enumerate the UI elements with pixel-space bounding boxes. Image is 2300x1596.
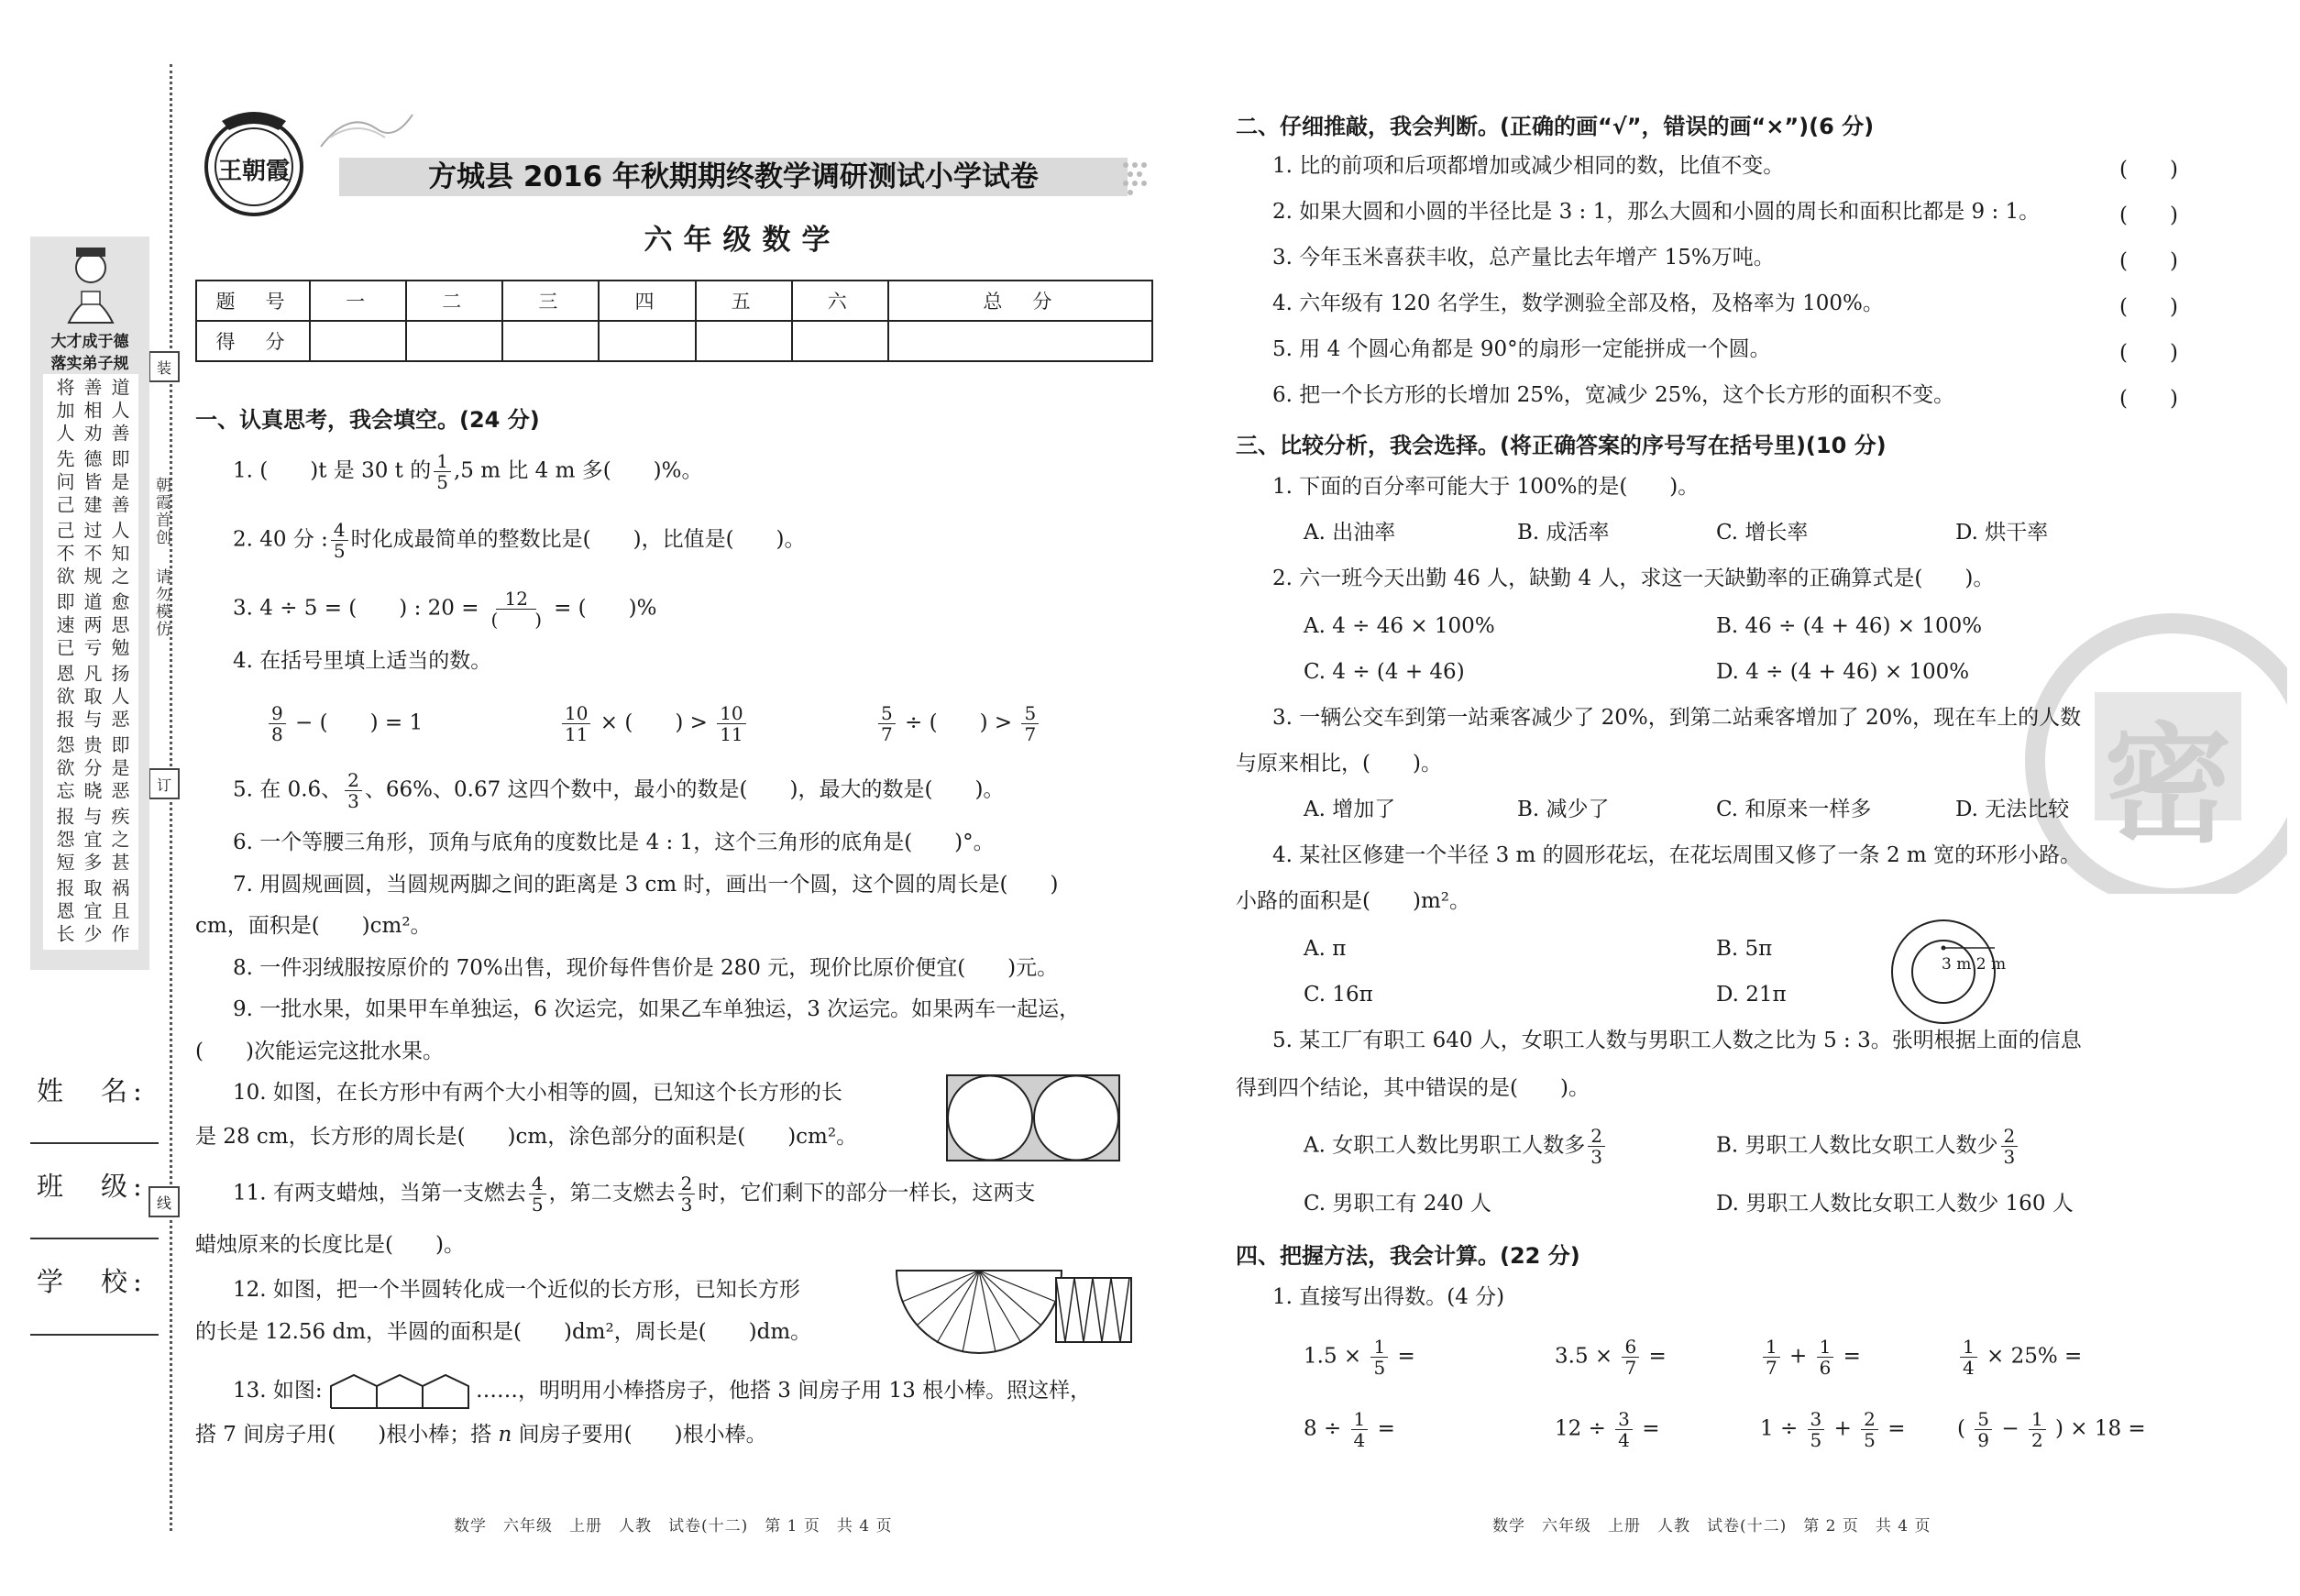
q2-text-b: 时化成最简单的整数比是( )，比值是( )。 — [350, 527, 806, 552]
seal-char-1: 装 — [149, 351, 180, 382]
answer-paren[interactable]: ( ) — [2119, 158, 2178, 182]
calc-item: ( $\frac{5}{9}$ − $\frac{1}{2}$ ) × 18 = — [1957, 1408, 2146, 1451]
choice-q2: 2. 六一班今天出勤 46 人，缺勤 4 人，求这一天缺勤率的正确算式是( )。 — [1272, 567, 1995, 590]
calc-item: 1.5 × $\frac{1}{5}$ = — [1304, 1336, 1415, 1379]
motto-col: 与宜多 — [81, 807, 103, 875]
semicircle-to-rectangle-figure — [895, 1269, 1133, 1360]
motto-col: 祸且作 — [108, 878, 130, 947]
section-2-heading: 二、仔细推敲，我会判断。(正确的画“√”，错误的画“×”)(6 分) — [1236, 114, 1875, 139]
fraction: $\frac{9}{8}$ — [269, 703, 286, 744]
motto-text-box — [43, 374, 138, 950]
fraction: $\frac{10}{11}$ — [717, 703, 745, 744]
page-2-footer: 数学 六年级 上册 人教 试卷(十二) 第 2 页 共 4 页 — [1492, 1517, 1931, 1535]
choice-q5-option-b — [1716, 1126, 2020, 1167]
q5b-text: B. 男职工人数比女职工人数少 — [1716, 1133, 1998, 1158]
choice-q4a: 4. 某社区修建一个半径 3 m 的圆形花坛，在花坛周围又修了一条 2 m 宽的环形小路。 — [1272, 843, 2082, 867]
answer-paren[interactable]: ( ) — [2119, 295, 2178, 319]
score-input-cell[interactable] — [502, 321, 599, 361]
q3-text-b: = ( )% — [554, 596, 657, 621]
q5a-text: A. 女职工人数比男职工人数多 — [1304, 1133, 1586, 1158]
judge-item-1: 1. 比的前项和后项都增加或减少相同的数，比值不变。 — [1272, 154, 1785, 178]
question-9a: 9. 一批水果，如果甲车单独运，6 次运完，如果乙车单独运，3 次运完。如果两车一起运， — [233, 997, 1081, 1021]
exam-title: 方城县 2016 年秋期期终教学调研测试小学试卷 — [428, 160, 1039, 193]
calc-q1-title: 1. 直接写出得数。(4 分) — [1272, 1285, 1505, 1309]
answer-paren[interactable]: ( ) — [2119, 204, 2178, 227]
choice-q4-option-b: B. 5π — [1716, 937, 1773, 961]
calc-item: $\frac{1}{4}$ × 25% = — [1957, 1337, 2082, 1378]
question-9b: ( )次能运完这批水果。 — [195, 1040, 444, 1063]
judge-item-2: 2. 如果大圆和小圆的半径比是 3 : 1，那么大圆和小圆的周长和面积比都是 9 : 1。 — [1272, 200, 2041, 224]
question-6: 6. 一个等腰三角形，顶角与底角的度数比是 4 : 1，这个三角形的底角是( )°。 — [233, 831, 995, 854]
choice-q2-option-d: D. 4 ÷ (4 + 46) × 100% — [1716, 660, 1970, 684]
motto-col: 报怨短 — [53, 807, 75, 875]
section-4-heading: 四、把握方法，我会计算。(22 分) — [1236, 1243, 1580, 1269]
q1-text-b: ,5 m 比 4 m 多( )%。 — [453, 458, 703, 483]
choice-q4-option-c: C. 16π — [1304, 983, 1373, 1007]
question-11b: 蜡烛原来的长度比是( )。 — [195, 1233, 465, 1257]
motto-col: 扬人恶 — [108, 664, 130, 732]
copyright-note-b: 请勿模仿 — [152, 568, 171, 638]
motto-col: 即速已 — [53, 592, 75, 661]
table-cell: 一 — [310, 281, 406, 321]
judge-item-5: 5. 用 4 个圆心角都是 90°的扇形一定能拼成一个圆。 — [1272, 337, 1771, 361]
table-cell: 总 分 — [888, 281, 1152, 321]
table-cell: 二 — [406, 281, 502, 321]
motto-col: 德皆建 — [81, 449, 103, 518]
q13-text-c: 搭 7 间房子用( )根小棒；搭 — [195, 1423, 492, 1447]
q3-text-a: 3. 4 ÷ 5 = ( ) : 20 = — [233, 596, 479, 621]
table-cell: 题 号 — [196, 281, 310, 321]
exam-subtitle: 六年级数学 — [644, 224, 842, 257]
choice-q4-option-a: A. π — [1304, 937, 1347, 961]
seal-char-2: 订 — [149, 768, 180, 799]
choice-q1-option-b: B. 成活率 — [1517, 521, 1610, 545]
choice-q5-option-d: D. 男职工人数比女职工人数少 160 人 — [1716, 1192, 2074, 1216]
calc-item: 8 ÷ $\frac{1}{4}$ = — [1304, 1408, 1395, 1451]
q11-text-c: 时，它们剩下的部分一样长，这两支 — [698, 1181, 1036, 1205]
motto-col: 即是善 — [108, 449, 130, 518]
motto-col: 道人善 — [108, 378, 130, 446]
section-1-heading: 一、认真思考，我会填空。(24 分) — [195, 407, 540, 433]
choice-q4-option-d: D. 21π — [1716, 983, 1787, 1007]
choice-q3-option-b: B. 减少了 — [1517, 798, 1610, 821]
question-7b: cm，面积是( )cm²。 — [195, 914, 432, 938]
school-field[interactable] — [30, 1334, 159, 1336]
calc-item: 12 ÷ $\frac{3}{4}$ = — [1555, 1408, 1660, 1451]
motto-panel — [30, 237, 149, 970]
score-input-cell[interactable] — [310, 321, 406, 361]
judge-item-4: 4. 六年级有 120 名学生，数学测验全部及格，及格率为 100%。 — [1272, 292, 1884, 315]
q13-text-d: 间房子要用( )根小棒。 — [518, 1423, 767, 1447]
choice-q1-option-d: D. 烘干率 — [1955, 521, 2049, 545]
question-10b: 是 28 cm，长方形的周长是( )cm，涂色部分的面积是( )cm²。 — [195, 1125, 858, 1149]
fraction: $\frac{10}{11}$ — [562, 703, 590, 744]
logo-text: 王朝霞 — [217, 158, 290, 185]
q11-text-b: ，第二支燃去 — [548, 1181, 676, 1205]
question-4b — [559, 703, 749, 744]
stick-houses-icon — [329, 1373, 476, 1410]
name-label: 姓 名: — [37, 1075, 148, 1106]
q5-text-b: 、66%、0.67 这四个数中，最小的数是( )，最大的数是( )。 — [364, 777, 1005, 802]
choice-q2-option-b: B. 46 ÷ (4 + 46) × 100% — [1716, 614, 1983, 638]
motto-col: 凡取与 — [81, 664, 103, 732]
fraction: $\frac{2}{3}$ — [345, 770, 362, 811]
score-input-cell[interactable] — [888, 321, 1152, 361]
question-10a: 10. 如图，在长方形中有两个大小相等的圆，已知这个长方形的长 — [233, 1081, 842, 1105]
motto-col: 即是恶 — [108, 735, 130, 804]
motto-col: 过不规 — [81, 521, 103, 589]
answer-paren[interactable]: ( ) — [2119, 249, 2178, 273]
q11-text-a: 11. 有两支蜡烛，当第一支燃去 — [233, 1181, 526, 1205]
class-field[interactable] — [30, 1238, 159, 1239]
choice-q5b: 得到四个结论，其中错误的是( )。 — [1236, 1076, 1590, 1100]
question-5 — [233, 770, 1004, 811]
fraction: $\frac{5}{7}$ — [1021, 703, 1039, 744]
page-1-footer: 数学 六年级 上册 人教 试卷(十二) 第 1 页 共 4 页 — [454, 1517, 893, 1535]
answer-paren[interactable]: ( ) — [2119, 341, 2178, 365]
class-label: 班 级: — [37, 1171, 148, 1202]
choice-q3b: 与原来相比，( )。 — [1236, 752, 1442, 776]
score-input-cell[interactable] — [599, 321, 695, 361]
judge-item-3: 3. 今年玉米喜获丰收，总产量比去年增产 15%万吨。 — [1272, 246, 1775, 270]
fraction: $\frac{2}{3}$ — [1588, 1126, 1605, 1167]
seal-char-3: 线 — [149, 1186, 180, 1217]
choice-q3-option-a: A. 增加了 — [1304, 798, 1396, 821]
table-row — [196, 321, 1152, 361]
score-table — [195, 280, 1153, 362]
fraction: $\frac{2}{3}$ — [2001, 1126, 2019, 1167]
q1-text-a: 1. ( )t 是 30 t 的 — [233, 458, 432, 483]
motto-col: 恩欲报 — [53, 664, 75, 732]
choice-q1: 1. 下面的百分率可能大于 100%的是( )。 — [1272, 475, 1700, 499]
choice-q1-option-c: C. 增长率 — [1716, 521, 1809, 545]
question-12a: 12. 如图，把一个半圆转化成一个近似的长方形，已知长方形 — [233, 1278, 800, 1302]
table-cell: 五 — [696, 281, 792, 321]
fraction: $\frac{12}{( )}$ — [490, 588, 543, 631]
question-3 — [233, 589, 656, 630]
banner-line-2: 落实弟子规 — [50, 355, 129, 373]
table-cell: 得 分 — [196, 321, 310, 361]
rectangle-two-circles-figure — [946, 1074, 1120, 1161]
choice-q4b: 小路的面积是( )m²。 — [1236, 889, 1470, 913]
fraction: $\frac{5}{7}$ — [878, 703, 896, 744]
name-field[interactable] — [30, 1142, 159, 1144]
motto-col: 愈思勉 — [108, 592, 130, 661]
choice-q2-option-c: C. 4 ÷ (4 + 46) — [1304, 660, 1465, 684]
calc-item: 3.5 × $\frac{6}{7}$ = — [1555, 1336, 1667, 1379]
ribbon-decoration-icon — [312, 101, 422, 156]
ring-path-figure-label: 3 m 2 m — [1942, 955, 2007, 974]
fraction: $\frac{1}{5}$ — [434, 451, 451, 492]
motto-col: 将加人 — [53, 378, 75, 446]
table-cell: 六 — [792, 281, 888, 321]
question-7a: 7. 用圆规画圆，当圆规两脚之间的距离是 3 cm 时，画出一个圆，这个圆的周长是( ) — [233, 873, 1059, 897]
question-8: 8. 一件羽绒服按原价的 70%出售，现价每件售价是 280 元，现价比原价便宜( )元。 — [233, 956, 1059, 980]
motto-col: 道两亏 — [81, 592, 103, 661]
choice-q3-option-c: C. 和原来一样多 — [1716, 798, 1872, 821]
judge-item-6: 6. 把一个长方形的长增加 25%，宽减少 25%，这个长方形的面积不变。 — [1272, 383, 1955, 407]
banner-line-1: 大才成于德 — [50, 333, 129, 351]
calc-item: $\frac{1}{7}$ + $\frac{1}{6}$ = — [1760, 1337, 1861, 1378]
answer-paren[interactable]: ( ) — [2119, 387, 2178, 411]
question-2 — [233, 520, 806, 561]
motto-col: 怨欲忘 — [53, 735, 75, 804]
q13-text-b: ……，明明用小棒搭房子，他搭 3 间房子用 13 根小棒。照这样， — [475, 1379, 1092, 1403]
motto-col: 先问己 — [53, 449, 75, 518]
question-4a — [266, 703, 423, 744]
motto-col: 取宜少 — [81, 878, 103, 947]
motto-col: 人知之 — [108, 521, 130, 589]
motto-col: 疾之甚 — [108, 807, 130, 875]
table-cell: 三 — [502, 281, 599, 321]
question-11a — [233, 1173, 1035, 1215]
score-input-cell[interactable] — [406, 321, 502, 361]
q4a-text: − ( ) = 1 — [295, 710, 424, 735]
score-input-cell[interactable] — [792, 321, 888, 361]
confidential-stamp-char: 密 — [2104, 710, 2233, 861]
copyright-note-a: 朝霞首创 — [152, 477, 171, 546]
fraction: $\frac{4}{5}$ — [529, 1173, 546, 1215]
section-3-heading: 三、比较分析，我会选择。(将正确答案的序号写在括号里)(10 分) — [1236, 433, 1887, 458]
choice-q3a: 3. 一辆公交车到第一站乘客减少了 20%，到第二站乘客增加了 20%，现在车上的人数 — [1272, 706, 2082, 730]
q13-text-a: 13. 如图: — [233, 1379, 323, 1403]
fraction: $\frac{4}{5}$ — [331, 520, 348, 561]
choice-q5-option-a — [1304, 1126, 1608, 1167]
score-input-cell[interactable] — [696, 321, 792, 361]
scholar-illustration-icon — [49, 242, 133, 326]
motto-col: 善相劝 — [81, 378, 103, 446]
table-row — [196, 281, 1152, 321]
question-4: 4. 在括号里填上适当的数。 — [233, 649, 492, 673]
question-1 — [233, 451, 703, 492]
q4b-text: × ( ) > — [600, 710, 708, 735]
choice-q1-option-a: A. 出油率 — [1304, 521, 1396, 545]
motto-col: 己不欲 — [53, 521, 75, 589]
motto-col: 贵分晓 — [81, 735, 103, 804]
choice-q5a: 5. 某工厂有职工 640 人，女职工人数与男职工人数之比为 5 : 3。张明根据上面的信息 — [1272, 1029, 2082, 1052]
school-label: 学 校: — [37, 1266, 148, 1297]
question-12b: 的长是 12.56 dm，半圆的面积是( )dm²，周长是( )dm。 — [195, 1320, 812, 1344]
question-13b — [195, 1421, 767, 1448]
q5-text-a: 5. 在 0.6̇、 — [233, 777, 343, 802]
q2-text-a: 2. 40 分 : — [233, 527, 328, 552]
fraction: $\frac{2}{3}$ — [678, 1173, 696, 1215]
choice-q3-option-d: D. 无法比较 — [1955, 798, 2070, 821]
question-13a — [233, 1373, 1091, 1410]
question-4c — [875, 703, 1041, 744]
motto-col: 报恩长 — [53, 878, 75, 947]
choice-q2-option-a: A. 4 ÷ 46 × 100% — [1304, 614, 1495, 638]
calc-item: 1 ÷ $\frac{3}{5}$ + $\frac{2}{5}$ = — [1760, 1408, 1906, 1451]
q13-variable: n — [498, 1423, 512, 1447]
table-cell: 四 — [599, 281, 695, 321]
q4c-text: ÷ ( ) > — [905, 710, 1013, 735]
choice-q5-option-c: C. 男职工有 240 人 — [1304, 1192, 1491, 1216]
